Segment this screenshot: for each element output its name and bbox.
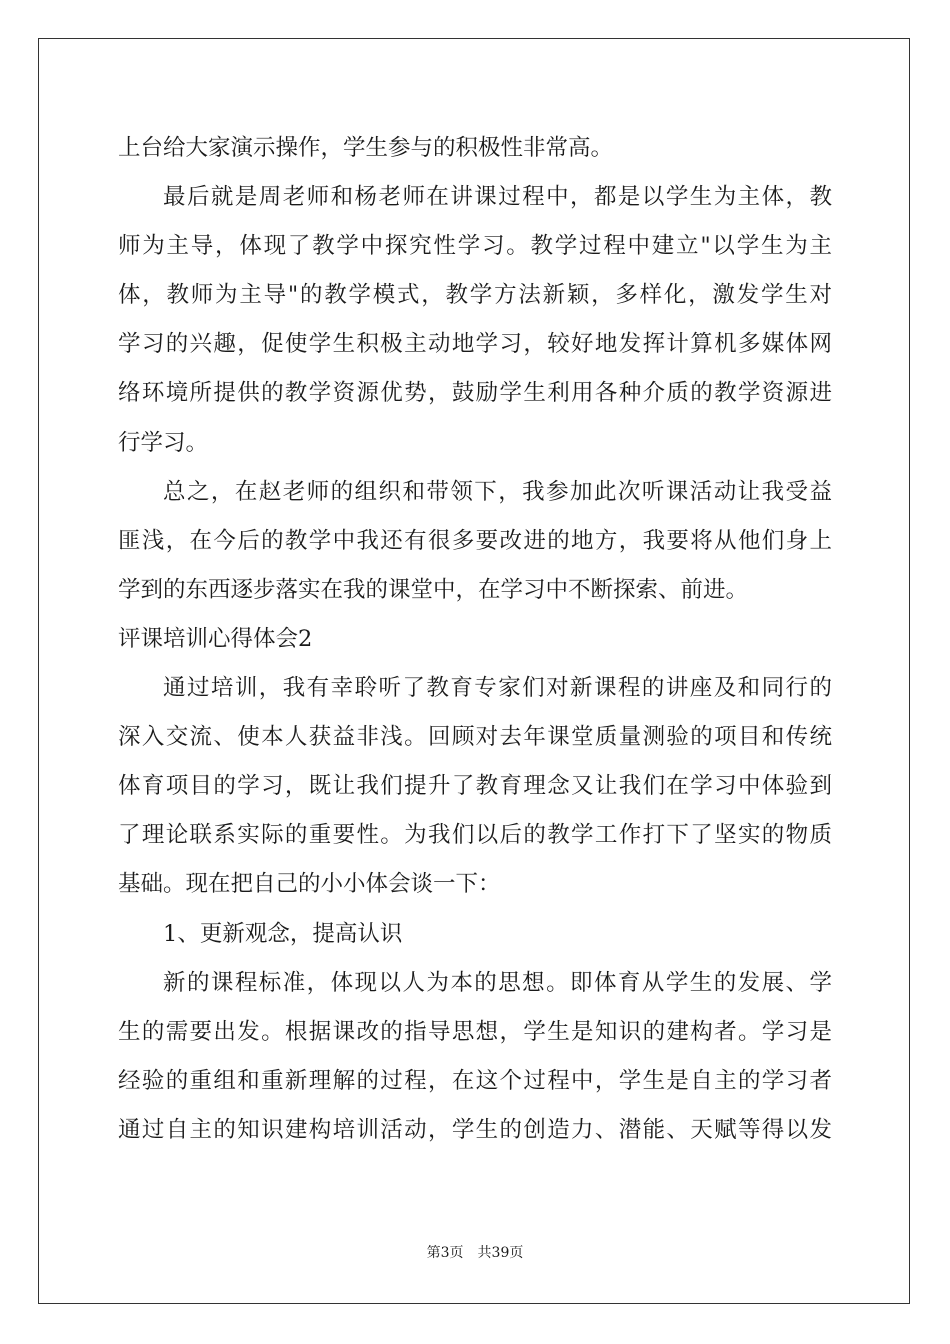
text-line: 师为主导，体现了教学中探究性学习。教学过程中建立"以学生为主	[118, 233, 832, 260]
text-line: 评课培训心得体会2	[118, 625, 313, 652]
text-line: 经验的重组和重新理解的过程，在这个过程中，学生是自主的学习者	[118, 1067, 832, 1094]
document-body	[118, 124, 832, 1155]
text-line: 行学习。	[118, 429, 209, 456]
text-line: 体，教师为主导"的教学模式，教学方法新颖，多样化，激发学生对	[118, 282, 832, 309]
page-number: 第3页	[426, 1245, 464, 1261]
text-line: 总之，在赵老师的组织和带领下，我参加此次听课活动让我受益	[163, 478, 832, 505]
text-line: 了理论联系实际的重要性。为我们以后的教学工作打下了坚实的物质	[118, 822, 832, 849]
text-line: 基础。现在把自己的小小体会谈一下：	[118, 871, 501, 898]
text-line: 深入交流、使本人获益非浅。回顾对去年课堂质量测验的项目和传统	[118, 724, 832, 751]
text-line: 通过自主的知识建构培训活动，学生的创造力、潜能、天赋等得以发	[118, 1116, 832, 1143]
text-line: 络环境所提供的教学资源优势，鼓励学生利用各种介质的教学资源进	[118, 380, 832, 407]
page-total: 共39页	[477, 1245, 524, 1261]
text-line: 学习的兴趣，促使学生积极主动地学习，较好地发挥计算机多媒体网	[118, 331, 832, 358]
text-line: 新的课程标准，体现以人为本的思想。即体育从学生的发展、学	[163, 969, 832, 996]
text-line: 生的需要出发。根据课改的指导思想，学生是知识的建构者。学习是	[118, 1018, 832, 1045]
text-line: 通过培训，我有幸聆听了教育专家们对新课程的讲座及和同行的	[163, 675, 832, 702]
text-line: 上台给大家演示操作，学生参与的积极性非常高。	[118, 135, 614, 161]
text-line: 1、更新观念，提高认识	[163, 920, 403, 947]
text-line: 最后就是周老师和杨老师在讲课过程中，都是以学生为主体，教	[163, 184, 832, 211]
text-line: 学到的东西逐步落实在我的课堂中，在学习中不断探索、前进。	[118, 576, 749, 603]
text-line: 体育项目的学习，既让我们提升了教育理念又让我们在学习中体验到	[118, 773, 832, 800]
text-line: 匪浅，在今后的教学中我还有很多要改进的地方，我要将从他们身上	[118, 527, 832, 554]
page-footer	[0, 1242, 950, 1262]
